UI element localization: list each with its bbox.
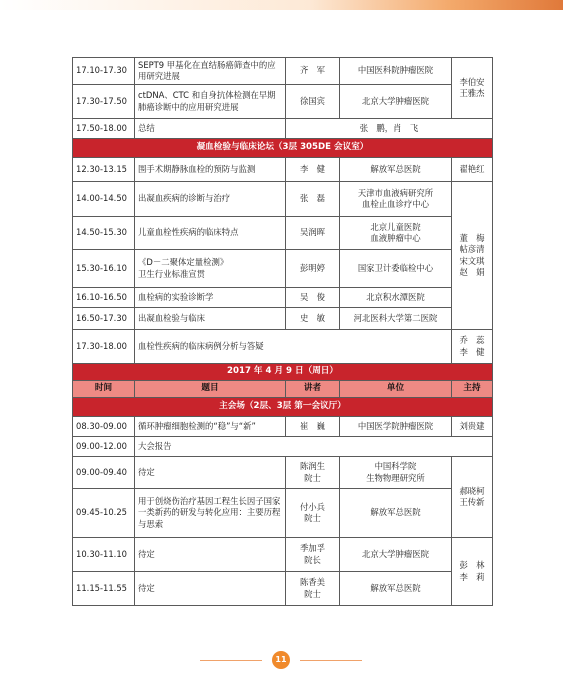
time-cell: 09.00-09.40 xyxy=(73,457,135,489)
organization-cell: 河北医科大学第二医院 xyxy=(340,308,452,330)
host-cell: 刘贵建 xyxy=(452,417,493,437)
topic-cell: 围手术期静脉血栓的预防与监测 xyxy=(135,158,286,182)
topic-cell: 出凝血疾病的诊断与治疗 xyxy=(135,182,286,217)
date-title: 2017 年 4 月 9 日（周日） xyxy=(73,364,493,381)
speaker-cell: 史 敏 xyxy=(286,308,340,330)
time-cell: 14.00-14.50 xyxy=(73,182,135,217)
time-cell: 10.30-11.10 xyxy=(73,538,135,572)
organization-cell: 解放军总医院 xyxy=(340,489,452,538)
table-row xyxy=(73,158,493,182)
time-cell: 15.30-16.10 xyxy=(73,250,135,288)
time-cell: 17.30-18.00 xyxy=(73,330,135,364)
topic-cell: 待定 xyxy=(135,572,286,606)
footer-line-left xyxy=(200,660,262,661)
time-cell: 17.50-18.00 xyxy=(73,119,135,139)
topic-cell: 大会报告 xyxy=(135,437,493,457)
organization-cell: 解放军总医院 xyxy=(340,158,452,182)
speaker-cell: 陈香美 院士 xyxy=(286,572,340,606)
table-row xyxy=(73,217,493,250)
topic-cell: 循环肿瘤细胞检测的“稳”与“新” xyxy=(135,417,286,437)
organization-cell: 中国科学院 生物物理研究所 xyxy=(340,457,452,489)
table-row xyxy=(73,119,493,139)
table-row xyxy=(73,330,493,364)
speaker-merged-cell: 张 鹏，肖 飞 xyxy=(286,119,493,139)
table-row xyxy=(73,489,493,538)
table-row xyxy=(73,250,493,288)
topic-cell: SEPT9 甲基化在直结肠癌筛查中的应用研究进展 xyxy=(135,58,286,85)
topic-cell: 《D－二聚体定量检测》 卫生行业标准宣贯 xyxy=(135,250,286,288)
speaker-cell: 吴 俊 xyxy=(286,288,340,308)
time-cell: 08.30-09.00 xyxy=(73,417,135,437)
speaker-cell: 陈润生 院士 xyxy=(286,457,340,489)
topic-cell: 儿童血栓性疾病的临床特点 xyxy=(135,217,286,250)
time-cell: 09.45-10.25 xyxy=(73,489,135,538)
organization-cell: 国家卫计委临检中心 xyxy=(340,250,452,288)
header-speaker: 讲者 xyxy=(286,381,340,398)
time-cell: 17.10-17.30 xyxy=(73,58,135,85)
organization-cell: 解放军总医院 xyxy=(340,572,452,606)
table-row xyxy=(73,538,493,572)
organization-cell: 天津市血液病研究所 血栓止血诊疗中心 xyxy=(340,182,452,217)
organization-cell: 中国医科院肿瘤医院 xyxy=(340,58,452,85)
time-cell: 11.15-11.55 xyxy=(73,572,135,606)
topic-cell: 出凝血检验与临床 xyxy=(135,308,286,330)
organization-cell: 北京大学肿瘤医院 xyxy=(340,538,452,572)
host-cell: 翟艳红 xyxy=(452,158,493,182)
host-cell: 乔 蕊 李 健 xyxy=(452,330,493,364)
table-row xyxy=(73,572,493,606)
speaker-cell: 季加孚 院长 xyxy=(286,538,340,572)
host-cell: 李伯安 王雅杰 xyxy=(452,58,493,119)
table-row xyxy=(73,457,493,489)
header-organization: 单位 xyxy=(340,381,452,398)
speaker-cell: 张 磊 xyxy=(286,182,340,217)
speaker-cell: 齐 军 xyxy=(286,58,340,85)
topic-cell: 血栓病的实验诊断学 xyxy=(135,288,286,308)
date-row xyxy=(73,364,493,381)
table-row xyxy=(73,58,493,85)
header-host: 主持 xyxy=(452,381,493,398)
organization-cell: 北京积水潭医院 xyxy=(340,288,452,308)
header-topic: 题目 xyxy=(135,381,286,398)
table-row xyxy=(73,308,493,330)
speaker-cell: 吴润晖 xyxy=(286,217,340,250)
speaker-cell: 彭明婷 xyxy=(286,250,340,288)
host-cell: 董 梅 帖彦清 宋文琪 赵 娟 xyxy=(452,182,493,330)
topic-cell: 血栓性疾病的临床病例分析与答疑 xyxy=(135,330,452,364)
time-cell: 09.00-12.00 xyxy=(73,437,135,457)
topic-cell: ctDNA、CTC 和自身抗体检测在早期肺癌诊断中的应用研究进展 xyxy=(135,85,286,119)
topic-cell: 用于创烧伤治疗基因工程生长因子国家一类新药的研发与转化应用：主要历程与思索 xyxy=(135,489,286,538)
table-row xyxy=(73,182,493,217)
section-title: 凝血检验与临床论坛（3层 305DE 会议室） xyxy=(73,139,493,158)
table-row xyxy=(73,437,493,457)
speaker-cell: 徐国宾 xyxy=(286,85,340,119)
topic-cell: 待定 xyxy=(135,538,286,572)
section-header-row xyxy=(73,398,493,417)
topic-cell: 总结 xyxy=(135,119,286,139)
time-cell: 16.50-17.30 xyxy=(73,308,135,330)
topic-cell: 待定 xyxy=(135,457,286,489)
speaker-cell: 李 健 xyxy=(286,158,340,182)
page-number: 11 xyxy=(272,651,290,669)
speaker-cell: 付小兵 院士 xyxy=(286,489,340,538)
time-cell: 16.10-16.50 xyxy=(73,288,135,308)
organization-cell: 中国医学院肿瘤医院 xyxy=(340,417,452,437)
host-cell: 郝晓柯 王传新 xyxy=(452,457,493,538)
table-row xyxy=(73,85,493,119)
header-time: 时间 xyxy=(73,381,135,398)
header-row xyxy=(73,381,493,398)
speaker-cell: 崔 巍 xyxy=(286,417,340,437)
section-title: 主会场（2层、3层 第一会议厅） xyxy=(73,398,493,417)
time-cell: 17.30-17.50 xyxy=(73,85,135,119)
top-decor-band xyxy=(0,0,563,10)
table-row xyxy=(73,288,493,308)
organization-cell: 北京儿童医院 血液肿瘤中心 xyxy=(340,217,452,250)
organization-cell: 北京大学肿瘤医院 xyxy=(340,85,452,119)
table-row xyxy=(73,417,493,437)
time-cell: 12.30-13.15 xyxy=(73,158,135,182)
schedule-table xyxy=(72,57,493,606)
host-cell: 彭 林 李 莉 xyxy=(452,538,493,606)
section-header-row xyxy=(73,139,493,158)
time-cell: 14.50-15.30 xyxy=(73,217,135,250)
footer-line-right xyxy=(300,660,362,661)
